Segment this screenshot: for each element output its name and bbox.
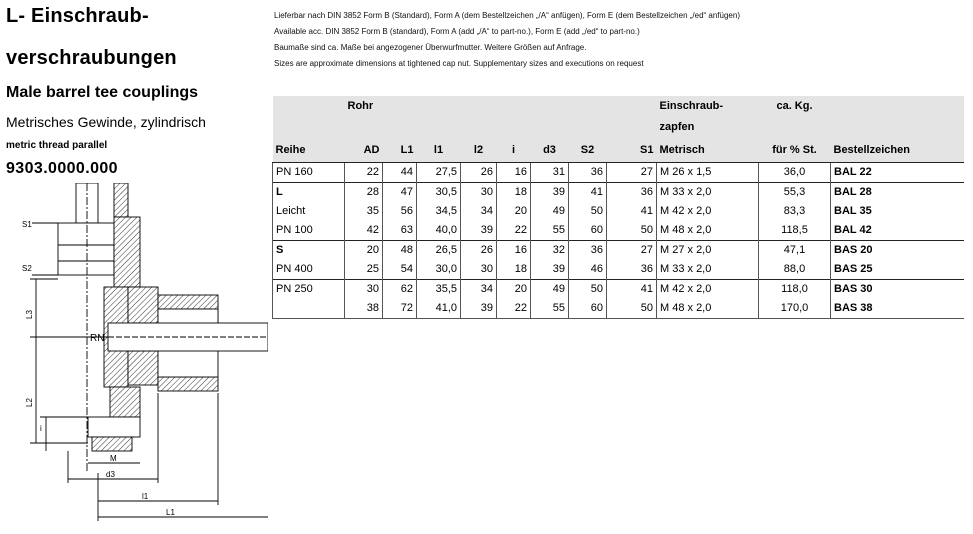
cell-i: 20 xyxy=(497,280,531,300)
cell-kg: 118,0 xyxy=(759,280,831,300)
cell-i: 16 xyxy=(497,241,531,261)
header-row-2 xyxy=(273,117,965,138)
table-row xyxy=(273,299,965,319)
label-l3: L3 xyxy=(25,310,34,319)
col-d3: d3 xyxy=(531,138,569,163)
cell-d3: 55 xyxy=(531,221,569,241)
cell-L1: 62 xyxy=(383,280,417,300)
cell-L1: 63 xyxy=(383,221,417,241)
cell-thread: M 26 x 1,5 xyxy=(657,163,759,183)
cell-i: 18 xyxy=(497,260,531,280)
cell-thread: M 48 x 2,0 xyxy=(657,221,759,241)
cell-L1: 54 xyxy=(383,260,417,280)
cell-l2: 39 xyxy=(461,299,497,319)
cell-code: BAL 22 xyxy=(834,166,872,178)
cell-i: 22 xyxy=(497,221,531,241)
label-L1: L1 xyxy=(166,508,175,517)
cell-s1: 41 xyxy=(607,202,657,221)
cell-reihe: Leicht xyxy=(273,202,345,221)
cell-l2: 26 xyxy=(461,241,497,261)
cell-s2: 36 xyxy=(569,163,607,183)
cell-code: BAS 38 xyxy=(831,299,965,319)
cell-i: 18 xyxy=(497,183,531,203)
cell-s2: 50 xyxy=(569,202,607,221)
cell-l2: 30 xyxy=(461,260,497,280)
article-code: 9303.0000.000 xyxy=(6,160,118,177)
cell-kg: 47,1 xyxy=(759,241,831,261)
cell-s1: 50 xyxy=(607,299,657,319)
cell-ad: 22 xyxy=(345,163,383,183)
title-line-2: verschraubungen xyxy=(6,47,177,69)
cell-ad: 30 xyxy=(345,280,383,300)
cell-s1: 27 xyxy=(607,241,657,261)
cell-kg: 88,0 xyxy=(759,260,831,280)
cell-s2: 36 xyxy=(569,241,607,261)
cell-i: 20 xyxy=(497,202,531,221)
thread-description: Metrisches Gewinde, zylindrisch xyxy=(6,114,206,130)
cell-i: 16 xyxy=(497,163,531,183)
header-zapfen: zapfen xyxy=(659,121,695,133)
col-reihe: Reihe xyxy=(273,138,345,163)
cell-thread: M 48 x 2,0 xyxy=(657,299,759,319)
label-l1-small: l1 xyxy=(142,492,149,501)
cell-d3: 32 xyxy=(531,241,569,261)
note-line: Lieferbar nach DIN 3852 Form B (Standard), Form A (dem Bestellzeichen „/A“ anfügen), Form E (dem Bestellzeichen „/ed“ anfügen) xyxy=(274,11,740,20)
note-line: Baumaße sind ca. Maße bei angezogener Überwurfmutter. Weitere Größen auf Anfrage. xyxy=(274,43,587,52)
cell-l1: 30,0 xyxy=(417,260,461,280)
technical-drawing xyxy=(18,183,268,528)
col-s1: S1 xyxy=(607,138,657,163)
cell-l1: 35,5 xyxy=(417,280,461,300)
cell-ad: 25 xyxy=(345,260,383,280)
cell-reihe: L xyxy=(273,183,345,203)
cell-d3: 49 xyxy=(531,202,569,221)
cell-s1: 41 xyxy=(607,280,657,300)
cell-reihe: PN 250 xyxy=(273,280,345,300)
col-l1: l1 xyxy=(417,138,461,163)
col-bestell: Bestellzeichen xyxy=(831,138,965,163)
cell-d3: 39 xyxy=(531,260,569,280)
cell-code: BAL 28 xyxy=(831,183,965,203)
cell-reihe: S xyxy=(273,241,345,261)
cell-s1: 27 xyxy=(607,163,657,183)
col-ad: AD xyxy=(345,138,383,163)
dimension-table xyxy=(272,96,964,319)
header-rohr: Rohr xyxy=(347,100,374,112)
cell-l1: 41,0 xyxy=(417,299,461,319)
cell-thread: M 27 x 2,0 xyxy=(657,241,759,261)
col-metrisch: Metrisch xyxy=(657,138,759,163)
cell-s1: 36 xyxy=(607,260,657,280)
header-einschraub: Einschraub- xyxy=(659,100,724,112)
cell-l2: 34 xyxy=(461,280,497,300)
cell-d3: 55 xyxy=(531,299,569,319)
cell-thread: M 42 x 2,0 xyxy=(657,280,759,300)
cell-s2: 41 xyxy=(569,183,607,203)
cell-code: BAS 20 xyxy=(831,241,965,261)
cell-kg: 170,0 xyxy=(759,299,831,319)
note-line: Available acc. DIN 3852 Form B (standard), Form A (add „/A“ to part-no.), Form E (add „/ed“ to part-no.) xyxy=(274,27,640,36)
label-d3: d3 xyxy=(106,470,115,479)
cell-d3: 49 xyxy=(531,280,569,300)
cell-L1: 47 xyxy=(383,183,417,203)
cell-d3: 31 xyxy=(531,163,569,183)
cell-l2: 30 xyxy=(461,183,497,203)
cell-reihe: PN 160 xyxy=(273,163,345,183)
cell-s2: 60 xyxy=(569,221,607,241)
cell-code: BAL 35 xyxy=(834,205,872,217)
cell-d3: 39 xyxy=(531,183,569,203)
cell-thread: M 33 x 2,0 xyxy=(657,260,759,280)
note-line: Sizes are approximate dimensions at tightened cap nut. Supplementary sizes and executions on request xyxy=(274,59,644,68)
cell-code: BAS 25 xyxy=(834,263,873,275)
header-row-3 xyxy=(273,138,965,163)
table-row xyxy=(273,260,965,280)
subtitle-english: Male barrel tee couplings xyxy=(6,84,199,101)
cell-s2: 50 xyxy=(569,280,607,300)
cell-thread: M 33 x 2,0 xyxy=(657,183,759,203)
cell-l2: 34 xyxy=(461,202,497,221)
label-m: M xyxy=(110,454,117,463)
col-L1: L1 xyxy=(383,138,417,163)
cell-code: BAS 30 xyxy=(831,280,965,300)
cell-kg: 83,3 xyxy=(759,202,831,221)
cell-ad: 35 xyxy=(345,202,383,221)
table-row xyxy=(273,183,965,203)
table-row xyxy=(273,221,965,241)
cell-reihe: PN 100 xyxy=(273,221,345,241)
label-s2: S2 xyxy=(22,264,32,273)
header-row-1 xyxy=(273,96,965,117)
cell-L1: 48 xyxy=(383,241,417,261)
table-row xyxy=(273,241,965,261)
cell-s1: 50 xyxy=(607,221,657,241)
cell-l2: 39 xyxy=(461,221,497,241)
cell-l1: 34,5 xyxy=(417,202,461,221)
label-l2: L2 xyxy=(25,398,34,407)
table-row xyxy=(273,280,965,300)
col-per100: für % St. xyxy=(759,138,831,163)
cell-l1: 27,5 xyxy=(417,163,461,183)
cell-s2: 60 xyxy=(569,299,607,319)
cell-thread: M 42 x 2,0 xyxy=(657,202,759,221)
cell-code: BAL 42 xyxy=(834,224,872,236)
cell-ad: 28 xyxy=(345,183,383,203)
cell-kg: 36,0 xyxy=(759,163,831,183)
cell-ad: 20 xyxy=(345,241,383,261)
cell-l2: 26 xyxy=(461,163,497,183)
title-line-1: L- Einschraub- xyxy=(6,5,149,27)
cell-s1: 36 xyxy=(607,183,657,203)
thread-note: metric thread parallel xyxy=(6,140,108,151)
cell-l1: 30,5 xyxy=(417,183,461,203)
cell-ad: 42 xyxy=(345,221,383,241)
cell-reihe xyxy=(273,299,345,319)
col-i: i xyxy=(497,138,531,163)
cell-s2: 46 xyxy=(569,260,607,280)
cell-kg: 118,5 xyxy=(759,221,831,241)
cell-i: 22 xyxy=(497,299,531,319)
table-row xyxy=(273,202,965,221)
col-s2: S2 xyxy=(569,138,607,163)
label-rn: RN xyxy=(90,333,105,344)
table-row xyxy=(273,163,965,183)
cell-ad: 38 xyxy=(345,299,383,319)
header-weight: ca. Kg. xyxy=(776,100,813,112)
cell-L1: 72 xyxy=(383,299,417,319)
cell-l1: 40,0 xyxy=(417,221,461,241)
cell-L1: 44 xyxy=(383,163,417,183)
label-s1: S1 xyxy=(22,220,32,229)
cell-l1: 26,5 xyxy=(417,241,461,261)
label-i: i xyxy=(40,424,42,433)
cell-L1: 56 xyxy=(383,202,417,221)
cell-reihe: PN 400 xyxy=(273,260,345,280)
cell-kg: 55,3 xyxy=(759,183,831,203)
availability-notes xyxy=(274,8,740,72)
col-l2: l2 xyxy=(461,138,497,163)
